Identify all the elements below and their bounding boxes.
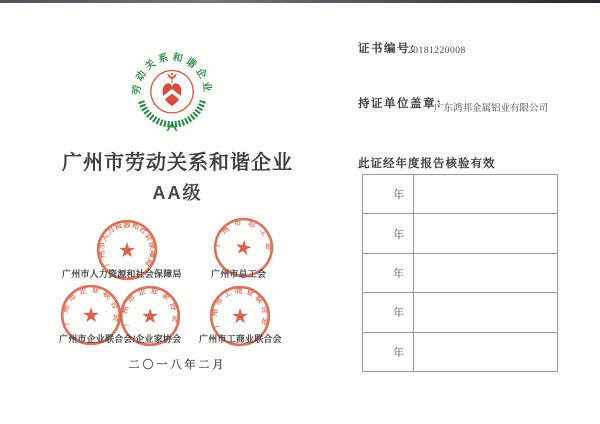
verification-blank-cell (414, 254, 557, 292)
emblem-ring-text: 劳动关系和谐企业 (132, 51, 212, 96)
annual-verification-heading: 此证经年度报告核验有效 (358, 158, 496, 170)
verification-table-row (363, 214, 557, 253)
caption-industry-commerce-federation: 广州市工商业联合会 (199, 334, 282, 344)
harmonious-enterprise-emblem (132, 51, 212, 134)
certificate-number-label: 证书编号： (358, 43, 423, 55)
verification-table-row (363, 254, 557, 293)
certificate-grade: AA级 (152, 183, 203, 203)
seal-ring-text: 广州市企业联合会 (60, 284, 122, 327)
verification-blank-cell (414, 333, 557, 371)
year-cell: 年 (363, 333, 414, 371)
verification-table-row (363, 333, 557, 371)
certificate-number-value: 20181220008 (408, 46, 466, 56)
sprout-bud (171, 73, 173, 75)
caption-human-resources-bureau: 广州市人力资源和社会保障局 (62, 269, 182, 279)
verification-table-row (363, 293, 557, 332)
emblem-logo-icon (132, 51, 212, 134)
star-icon: ★ (232, 236, 255, 261)
verification-blank-cell (414, 293, 557, 331)
seal-ring-text: 广州市总工会 (213, 217, 274, 257)
year-cell: 年 (363, 175, 414, 213)
seal-ring-text: 广州市人力资源和社会保障局 (96, 219, 158, 269)
verification-table (362, 174, 558, 372)
star-icon: ★ (81, 304, 101, 328)
seal-ring-text: 广州市企业家协会 (119, 285, 181, 328)
star-icon: ★ (117, 239, 137, 263)
caption-federation-trade-unions: 广州市总工会 (211, 269, 267, 279)
star-icon: ★ (140, 305, 160, 329)
year-cell: 年 (363, 293, 414, 331)
verification-table-row (363, 175, 557, 214)
caption-enterprise-federation: 广州市企业联合会/企业家协会 (59, 334, 182, 344)
certificate-title: 广州市劳动关系和谐企业 (62, 152, 293, 174)
scan-edge-line (0, 0, 600, 3)
star-icon: ★ (230, 305, 250, 329)
verification-blank-cell (414, 214, 557, 252)
holder-company-name: 广东鸿邦金属铝业有限公司 (434, 104, 549, 114)
year-cell: 年 (363, 254, 414, 292)
year-cell: 年 (363, 214, 414, 252)
holder-seal-label: 持证单位盖章： (358, 98, 449, 110)
verification-blank-cell (414, 175, 557, 213)
issue-date: 二〇一八年二月 (128, 359, 227, 371)
seal-ring-text: 广州市工商业联合会 (209, 285, 271, 330)
